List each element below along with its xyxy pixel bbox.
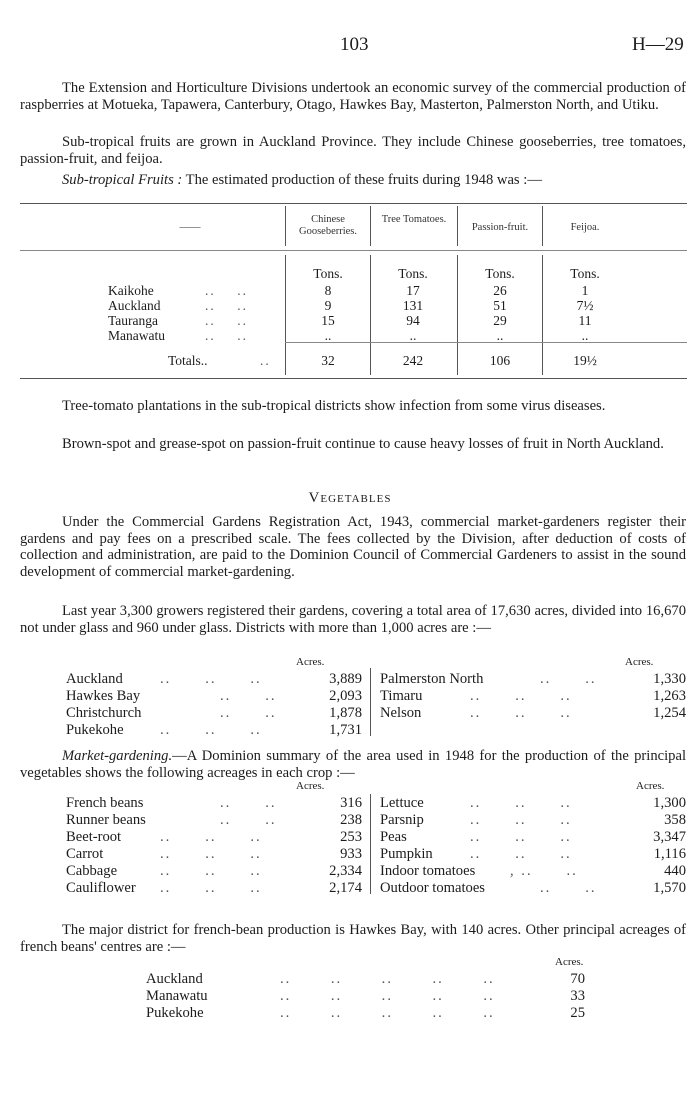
row-label: Kaikohe: [108, 283, 154, 298]
crop-name: Cabbage: [66, 863, 118, 879]
section-label-market-gardening: Market-gardening.: [62, 748, 173, 764]
table-cell: 11: [578, 313, 592, 328]
unit-acres: Acres.: [296, 656, 325, 668]
total-cell: 19½: [573, 353, 597, 368]
paragraph-survey-text: The Extension and Horticulture Divisions undertook an economic survey of the commercial production of raspberries at Motueka, Tapawera, Canterbury, Otago, Hawkes Bay, Masterton, Palmerston North, and Utiku.: [20, 80, 686, 113]
table-cell: 131: [402, 298, 424, 313]
leader-dots: .. ..: [220, 795, 277, 811]
district-name: Christchurch: [66, 705, 142, 721]
leader-dots: , .. ..: [510, 863, 578, 879]
unit-tons: Tons.: [570, 266, 600, 281]
paragraph-brown-spot: [20, 436, 686, 453]
paragraph-french-bean-text: The major district for french-bean production is Hawkes Bay, with 140 acres. Other principal acreages of french beans' centres are :—: [20, 922, 686, 955]
paragraph-tree-tomato-text: Tree-tomato plantations in the sub-tropical districts show infection from some virus diseases.: [62, 398, 606, 414]
leader-dots: ..: [260, 353, 271, 368]
leader-dots: .. ..: [205, 283, 248, 298]
total-cell: 32: [321, 353, 335, 368]
crop-name: Peas: [380, 829, 407, 845]
crop-acres: 2,174: [329, 880, 362, 896]
crop-name: Lettuce: [380, 795, 424, 811]
table-cell: ..: [324, 328, 332, 343]
bean-centre-acres: 70: [570, 971, 585, 987]
fruits-intro-text: The estimated production of these fruits during 1948 was :—: [182, 172, 542, 188]
paragraph-survey: [20, 80, 686, 113]
unit-tons: Tons.: [313, 266, 343, 281]
leader-dots: .. ..: [540, 671, 597, 687]
table-cell: ..: [581, 328, 589, 343]
leader-dots: .. .. .. .. ..: [280, 1005, 495, 1021]
table-cell: ..: [496, 328, 504, 343]
district-acres: 1,254: [653, 705, 686, 721]
unit-acres: Acres.: [555, 956, 584, 968]
leader-dots: .. .. ..: [160, 829, 262, 845]
row-label: Auckland: [108, 298, 161, 313]
unit-tons: Tons.: [485, 266, 515, 281]
market-gardening-text: —A Dominion summary of the area used in 1948 for the production of the principal vegetables shows the following acreages in each crop :—: [20, 748, 686, 781]
paragraph-growers: [20, 603, 686, 636]
unit-acres: Acres.: [296, 780, 325, 792]
header-feijoa: Feijoa.: [570, 222, 600, 233]
bean-centre-name: Pukekohe: [146, 1005, 204, 1021]
section-label-subtropical: Sub-tropical Fruits :: [62, 172, 183, 188]
crop-acres: 3,347: [653, 829, 686, 845]
bean-centre-acres: 25: [570, 1005, 585, 1021]
table-cell: ..: [409, 328, 417, 343]
district-acres: 1,878: [329, 705, 362, 721]
district-name: Auckland: [66, 671, 123, 687]
leader-dots: .. .. ..: [470, 705, 572, 721]
paragraph-french-bean: [20, 922, 686, 955]
row-label: Tauranga: [108, 313, 159, 328]
leader-dots: .. .. ..: [160, 863, 262, 879]
leader-dots: .. .. ..: [470, 829, 572, 845]
row-label: Manawatu: [108, 328, 165, 343]
leader-dots: .. .. ..: [160, 671, 262, 687]
paragraph-tree-tomato: [20, 398, 686, 415]
district-name: Timaru: [380, 688, 423, 704]
crop-name: Indoor tomatoes: [380, 863, 476, 879]
header-tree-tomatoes: Tree Tomatoes.: [381, 214, 447, 225]
table-cell: 1: [581, 283, 589, 298]
leader-dots: .. .. ..: [160, 722, 262, 738]
table-cell: 94: [406, 313, 420, 328]
crop-name: Runner beans: [66, 812, 146, 828]
table-cell: 15: [321, 313, 335, 328]
district-name: Pukekohe: [66, 722, 124, 738]
paragraph-subtropical-text: Sub-tropical fruits are grown in Auckland Province. They include Chinese gooseberries, tree tomatoes, passion-fruit, and feijoa.: [20, 134, 686, 167]
crop-acres: 238: [340, 812, 362, 828]
paragraph-subtropical: [20, 134, 686, 167]
leader-dots: .. ..: [220, 705, 277, 721]
unit-tons: Tons.: [398, 266, 428, 281]
district-acres: 1,731: [329, 722, 362, 738]
crop-name: Outdoor tomatoes: [380, 880, 485, 896]
table-cell: 9: [324, 298, 332, 313]
district-name: Nelson: [380, 705, 422, 721]
table-cell: 17: [406, 283, 420, 298]
district-acres: 1,263: [653, 688, 686, 704]
leader-dots: .. .. ..: [160, 880, 262, 896]
leader-dots: .. .. .. .. ..: [280, 988, 495, 1004]
crop-acres: 1,570: [653, 880, 686, 896]
table-cell: 26: [493, 283, 507, 298]
crop-acres: 933: [340, 846, 362, 862]
crop-name: Beet-root: [66, 829, 122, 845]
crop-acres: 358: [664, 812, 686, 828]
leader-dots: .. .. ..: [470, 688, 572, 704]
leader-dots: .. .. ..: [470, 812, 572, 828]
leader-dots: .. ..: [205, 313, 248, 328]
paragraph-growers-text: Last year 3,300 growers registered their gardens, covering a total area of 17,630 acres, divided into 16,670 not under glass and 960 under glass. Districts with more than 1,000 acres are :—: [20, 603, 686, 636]
leader-dots: .. .. ..: [160, 846, 262, 862]
paragraph-registration-act-text: Under the Commercial Gardens Registration Act, 1943, commercial market-gardeners register their gardens and pay fees on a prescribed scale. The fees collected by the Division, after deduction of costs of collection and administration, are paid to the Dominion Council of Commercial Gardeners to assist in the sound development of commercial market-gardening.: [20, 514, 686, 580]
crop-name: French beans: [66, 795, 144, 811]
districts-list: [0, 656, 700, 736]
paragraph-market-gardening: [20, 748, 686, 781]
section-heading-vegetables: Vegetables: [308, 490, 392, 506]
unit-acres: Acres.: [636, 780, 665, 792]
leader-dots: .. ..: [540, 880, 597, 896]
district-acres: 3,889: [329, 671, 362, 687]
leader-dots: .. .. ..: [470, 795, 572, 811]
total-cell: 242: [402, 353, 424, 368]
crop-name: Carrot: [66, 846, 104, 862]
district-name: Hawkes Bay: [66, 688, 141, 704]
crop-acres: 1,300: [653, 795, 686, 811]
paragraph-brown-spot-text: Brown-spot and grease-spot on passion-fruit continue to cause heavy losses of fruit in North Auckland.: [62, 436, 664, 452]
stub-dash: ——: [179, 222, 201, 233]
header-passion-fruit: Passion-fruit.: [471, 222, 529, 233]
fruit-production-table: [20, 203, 687, 383]
unit-acres: Acres.: [625, 656, 654, 668]
table-cell: 7½: [576, 298, 594, 313]
table-cell: 29: [493, 313, 507, 328]
bean-centre-acres: 33: [570, 988, 585, 1004]
leader-dots: .. ..: [220, 688, 277, 704]
leader-dots: .. .. .. .. ..: [280, 971, 495, 987]
crop-acres: 1,116: [653, 846, 686, 862]
page-number: 103: [340, 34, 369, 55]
district-acres: 2,093: [329, 688, 362, 704]
total-cell: 106: [489, 353, 511, 368]
leader-dots: .. ..: [205, 298, 248, 313]
crops-list: [0, 780, 700, 895]
paragraph-registration-act: [20, 514, 686, 580]
french-bean-centres-list: [0, 956, 700, 1026]
crop-acres: 316: [340, 795, 362, 811]
header-chinese-gooseberries: Chinese Gooseberries.: [298, 214, 358, 237]
bean-centre-name: Manawatu: [146, 988, 208, 1004]
table-cell: 8: [324, 283, 332, 298]
leader-dots: .. ..: [220, 812, 277, 828]
district-acres: 1,330: [653, 671, 686, 687]
totals-label: Totals..: [168, 353, 208, 368]
bean-centre-name: Auckland: [146, 971, 203, 987]
crop-name: Pumpkin: [380, 846, 433, 862]
crop-acres: 253: [340, 829, 362, 845]
crop-acres: 2,334: [329, 863, 362, 879]
crop-name: Parsnip: [380, 812, 424, 828]
table-cell: 51: [493, 298, 507, 313]
district-name: Palmerston North: [380, 671, 484, 687]
document-code: H—29: [632, 34, 684, 55]
crop-acres: 440: [664, 863, 686, 879]
leader-dots: .. ..: [205, 328, 248, 343]
paragraph-fruits-intro: [20, 172, 686, 189]
crop-name: Cauliflower: [66, 880, 136, 896]
leader-dots: .. .. ..: [470, 846, 572, 862]
